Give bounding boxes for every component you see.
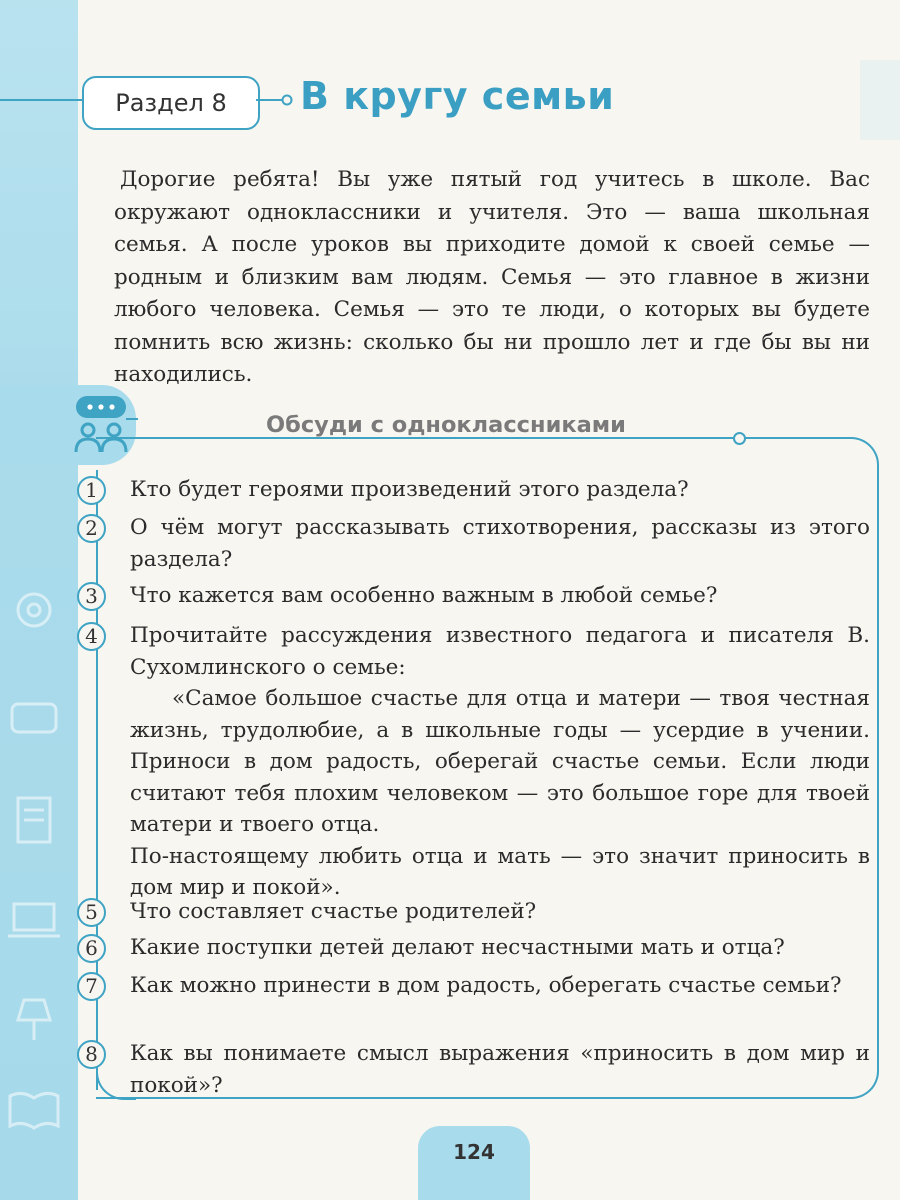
page-number: 124 [418, 1126, 530, 1200]
question-7 [85, 970, 870, 1002]
open-book-icon [4, 1080, 64, 1140]
laptop-icon [4, 890, 64, 950]
question-number: 5 [77, 898, 106, 927]
question-5 [85, 896, 870, 928]
discuss-heading: Обсуди с одноклассниками [266, 412, 626, 438]
question-text: Какие поступки детей делают несчастными мать и отца? [130, 935, 785, 960]
gear-bulb-icon [4, 580, 64, 640]
question-number: 8 [77, 1040, 106, 1069]
question-text: Как вы понимаете смысл выражения «приносить в дом мир и покой»? [130, 1041, 870, 1098]
right-edge-shade [860, 60, 900, 140]
connector-dot-icon [256, 90, 296, 110]
question-number: 4 [77, 622, 106, 651]
question-text: О чём могут рассказывать стихотворения, рассказы из этого раздела? [130, 515, 870, 572]
lamp-icon [4, 990, 64, 1050]
quote-text: «Самое большое счастье для отца и матери — твоя честная жизнь, трудолюбие, а в школьные годы — усердие в учении. Приноси в дом радость, оберегай счастье семьи. Если люди считают тебя плохим человеком — это большое горе для твоей матери и твоего отца. [130, 686, 870, 837]
question-8 [85, 1038, 870, 1101]
question-3 [85, 580, 870, 612]
question-number: 2 [77, 514, 106, 543]
question-text: Что кажется вам особенно важным в любой семье? [130, 583, 718, 608]
question-number: 7 [77, 972, 106, 1001]
question-text: Прочитайте рассуждения известного педагога и писателя В. Сухомлинского о семье: [130, 623, 870, 680]
question-number: 1 [77, 476, 106, 505]
question-1 [85, 474, 870, 506]
question-6 [85, 932, 870, 964]
quote-text-end: По-настоящему любить отца и мать — это значит приносить в дом мир и покой». [130, 843, 870, 900]
question-number: 3 [77, 582, 106, 611]
document-icon [4, 790, 64, 850]
question-4 [85, 620, 870, 904]
section-line [0, 99, 82, 101]
question-text: Что составляет счастье родителей? [130, 899, 537, 924]
frame-dot-icon [733, 432, 746, 445]
question-number: 6 [77, 934, 106, 963]
question-text: Кто будет героями произведений этого раздела? [130, 477, 689, 502]
question-2 [85, 512, 870, 575]
question-text: Как можно принести в дом радость, оберегать счастье семьи? [130, 973, 842, 998]
intro-paragraph: Дорогие ребята! Вы уже пятый год учитесь в школе. Вас окружают одноклассники и учителя. Это — ваша школьная семья. А после уроков вы приходите домой к своей семье — родным и близким вам людям. Семья — это главное в жизни любого человека. Семья — это те люди, о которых вы будете помнить всю жизнь: сколько бы ни прошло лет и где бы вы ни находились. [114, 167, 870, 387]
section-label: Раздел 8 [82, 76, 260, 130]
chat-bubble-icon [4, 690, 64, 750]
left-decorative-strip [0, 0, 78, 1200]
section-title: В кругу семьи [300, 74, 615, 118]
